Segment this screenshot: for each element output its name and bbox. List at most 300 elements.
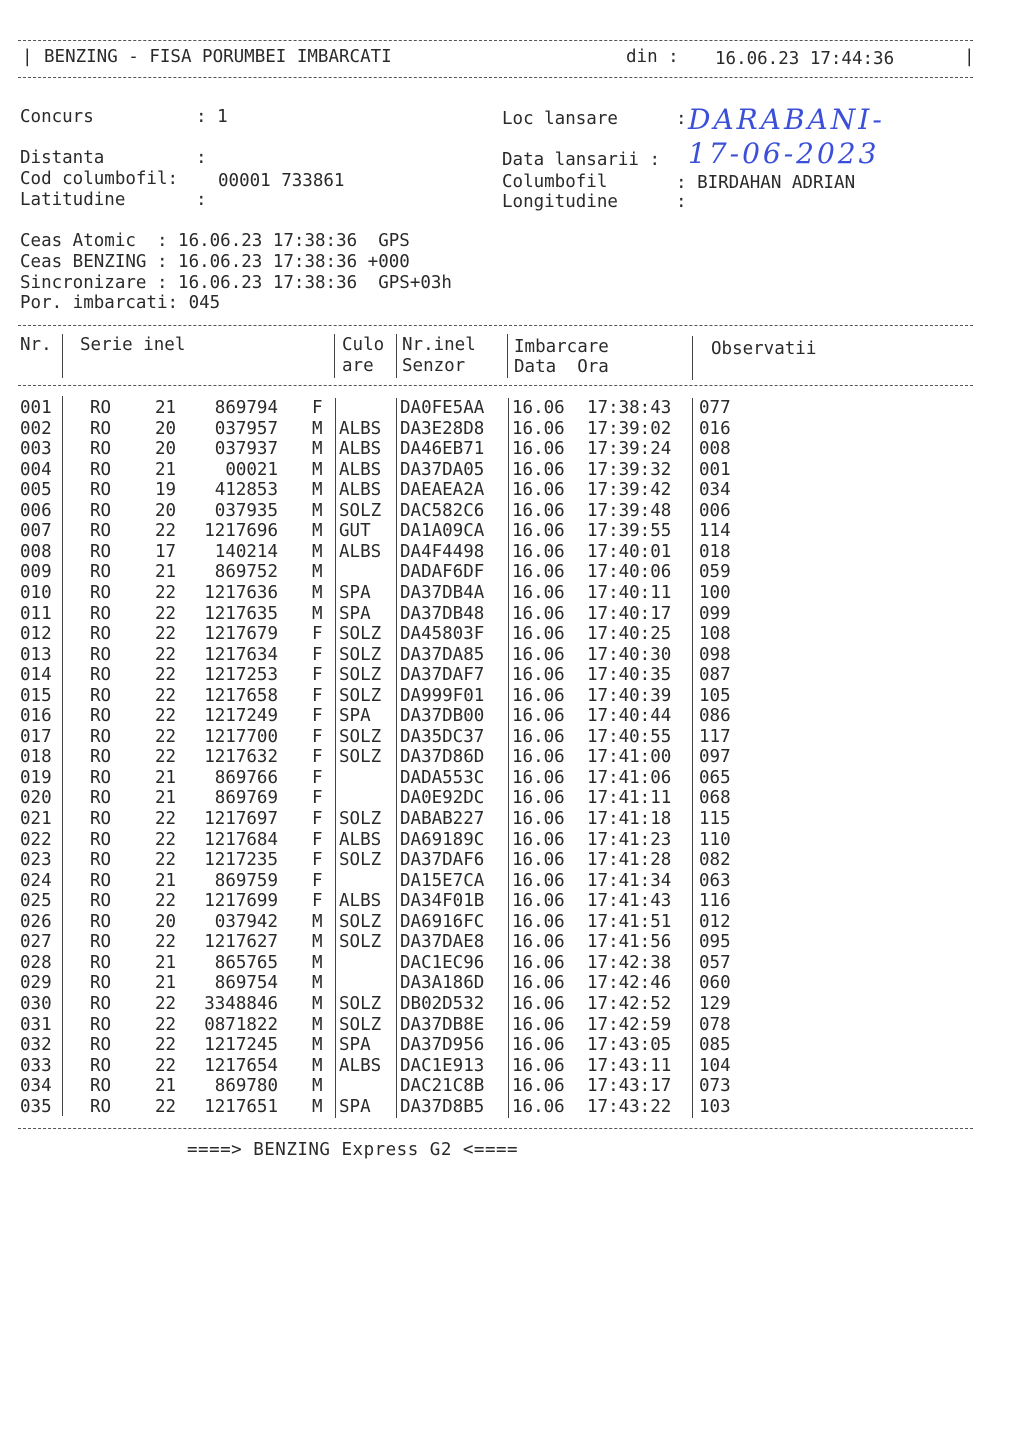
observation: 116 — [699, 891, 731, 912]
embark-date: 16.06 — [512, 439, 565, 460]
embark-time: 17:40:11 — [587, 582, 672, 603]
ring-year: 22 — [155, 624, 177, 645]
color-code: SOLZ — [339, 747, 382, 768]
country-code: RO — [90, 459, 112, 480]
sensor-id: DA37DB8E — [400, 1014, 485, 1035]
loc-label: Loc lansare — [502, 109, 618, 129]
row-number: 026 — [20, 911, 52, 932]
sensor-id: DA37D86D — [400, 747, 485, 768]
embark-date: 16.06 — [512, 665, 565, 686]
country-code: RO — [90, 850, 112, 871]
color-code: ALBS — [339, 541, 382, 562]
embark-date: 16.06 — [512, 624, 565, 645]
sex: M — [312, 1035, 323, 1056]
sensor-id: DA37DAF7 — [400, 665, 485, 686]
sex: F — [312, 726, 323, 747]
country-code: RO — [90, 932, 112, 953]
sex: F — [312, 685, 323, 706]
sex: M — [312, 439, 323, 460]
sensor-id: DADA553C — [400, 767, 485, 788]
observation: 073 — [699, 1076, 731, 1097]
row-number: 017 — [20, 726, 52, 747]
color-code: SOLZ — [339, 850, 382, 871]
ring-number: 869754 — [214, 973, 278, 994]
color-code: SOLZ — [339, 726, 382, 747]
ring-number: 1217697 — [204, 809, 278, 829]
table-row — [0, 727, 1000, 748]
row-number: 020 — [20, 788, 52, 809]
ring-number: 1217635 — [204, 603, 278, 624]
color-code: SOLZ — [339, 993, 382, 1014]
row-number: 008 — [20, 541, 52, 562]
embark-date: 16.06 — [512, 562, 565, 583]
table-row — [0, 439, 1000, 460]
col-imbarcare-1: Imbarcare — [514, 337, 609, 357]
concurs-value: : 1 — [196, 107, 228, 127]
sex: F — [312, 767, 323, 788]
country-code: RO — [90, 1096, 112, 1117]
ring-year: 22 — [155, 644, 177, 665]
sex: M — [312, 1096, 323, 1117]
observation: 103 — [699, 1096, 731, 1117]
observation: 097 — [699, 747, 731, 768]
country-code: RO — [90, 665, 112, 686]
row-number: 004 — [20, 459, 52, 480]
header-separator — [334, 334, 335, 378]
color-code: SPA — [339, 706, 371, 727]
sensor-id: DA1A09CA — [400, 521, 485, 542]
observation: 034 — [699, 480, 731, 501]
row-number: 006 — [20, 500, 52, 521]
observation: 110 — [699, 829, 731, 850]
embark-date: 16.06 — [512, 809, 565, 829]
embark-time: 17:40:01 — [587, 541, 672, 562]
din-label: din : — [626, 47, 679, 67]
table-row — [0, 891, 1000, 912]
ring-year: 20 — [155, 911, 177, 932]
ring-year: 21 — [155, 1076, 177, 1097]
ceas-atomic: Ceas Atomic : 16.06.23 17:38:36 GPS — [20, 231, 410, 251]
ring-number: 1217679 — [204, 624, 278, 645]
sensor-id: DAC582C6 — [400, 500, 485, 521]
ring-number: 869780 — [214, 1076, 278, 1097]
table-row — [0, 686, 1000, 707]
embark-time: 17:39:24 — [587, 439, 672, 460]
sex: F — [312, 644, 323, 665]
cod-value: 00001 733861 — [218, 171, 345, 191]
col-serie-inel: Serie inel — [80, 335, 186, 355]
distanta-value: : — [196, 148, 207, 168]
sensor-id: DA37DA85 — [400, 644, 485, 665]
sex: F — [312, 398, 323, 418]
ring-number: 037937 — [214, 439, 278, 460]
observation: 115 — [699, 809, 731, 829]
ring-number: 1217245 — [204, 1035, 278, 1056]
color-code: SOLZ — [339, 665, 382, 686]
row-number: 012 — [20, 624, 52, 645]
ring-number: 869769 — [214, 788, 278, 809]
observation: 065 — [699, 767, 731, 788]
table-row — [0, 1015, 1000, 1036]
ring-number: 037935 — [214, 500, 278, 521]
ring-year: 21 — [155, 398, 177, 418]
ring-year: 20 — [155, 500, 177, 521]
embark-date: 16.06 — [512, 1076, 565, 1097]
row-number: 009 — [20, 562, 52, 583]
ring-number: 1217654 — [204, 1055, 278, 1076]
country-code: RO — [90, 1055, 112, 1076]
sex: M — [312, 952, 323, 973]
row-number: 018 — [20, 747, 52, 768]
sensor-id: DA999F01 — [400, 685, 485, 706]
ring-year: 22 — [155, 891, 177, 912]
ring-year: 22 — [155, 850, 177, 871]
ring-year: 22 — [155, 932, 177, 953]
ring-number: 869794 — [214, 398, 278, 418]
observation: 100 — [699, 582, 731, 603]
sex: F — [312, 829, 323, 850]
embark-date: 16.06 — [512, 829, 565, 850]
embark-date: 16.06 — [512, 1096, 565, 1117]
country-code: RO — [90, 685, 112, 706]
ring-year: 20 — [155, 418, 177, 439]
row-number: 015 — [20, 685, 52, 706]
table-row — [0, 542, 1000, 563]
ring-year: 22 — [155, 665, 177, 686]
ring-year: 20 — [155, 439, 177, 460]
color-code: ALBS — [339, 829, 382, 850]
country-code: RO — [90, 891, 112, 912]
embark-time: 17:40:44 — [587, 706, 672, 727]
sensor-id: DA37D956 — [400, 1035, 485, 1056]
embark-time: 17:41:43 — [587, 891, 672, 912]
embark-date: 16.06 — [512, 1055, 565, 1076]
sensor-id: DADAF6DF — [400, 562, 485, 583]
sensor-id: DA37D8B5 — [400, 1096, 485, 1117]
sex: M — [312, 582, 323, 603]
sensor-id: DA34F01B — [400, 891, 485, 912]
ring-year: 22 — [155, 582, 177, 603]
row-number: 014 — [20, 665, 52, 686]
sensor-id: DAC1E913 — [400, 1055, 485, 1076]
country-code: RO — [90, 952, 112, 973]
observation: 086 — [699, 706, 731, 727]
embark-time: 17:41:23 — [587, 829, 672, 850]
ring-number: 1217627 — [204, 932, 278, 953]
ceas-benzing: Ceas BENZING : 16.06.23 17:38:36 +000 — [20, 252, 410, 272]
sex: M — [312, 459, 323, 480]
embark-time: 17:39:02 — [587, 418, 672, 439]
row-number: 002 — [20, 418, 52, 439]
embark-date: 16.06 — [512, 541, 565, 562]
color-code: GUT — [339, 521, 371, 542]
sensor-id: DA37DB00 — [400, 706, 485, 727]
table-header-rule — [18, 385, 973, 386]
row-number: 003 — [20, 439, 52, 460]
observation: 095 — [699, 932, 731, 953]
table-row — [0, 706, 1000, 727]
embark-time: 17:41:18 — [587, 809, 672, 829]
embark-time: 17:41:11 — [587, 788, 672, 809]
table-row — [0, 501, 1000, 522]
row-number: 005 — [20, 480, 52, 501]
country-code: RO — [90, 582, 112, 603]
country-code: RO — [90, 439, 112, 460]
observation: 008 — [699, 439, 731, 460]
cod-label: Cod columbofil: — [20, 169, 179, 189]
table-bottom-rule — [18, 1128, 973, 1129]
embark-time: 17:39:55 — [587, 521, 672, 542]
row-number: 016 — [20, 706, 52, 727]
sensor-id: DA0FE5AA — [400, 398, 485, 418]
observation: 006 — [699, 500, 731, 521]
ring-year: 21 — [155, 459, 177, 480]
sex: M — [312, 1014, 323, 1035]
ring-year: 22 — [155, 1035, 177, 1056]
country-code: RO — [90, 541, 112, 562]
ring-year: 22 — [155, 1014, 177, 1035]
embark-date: 16.06 — [512, 1035, 565, 1056]
table-row — [0, 604, 1000, 625]
sex: M — [312, 418, 323, 439]
table-top-rule — [18, 325, 973, 326]
embark-time: 17:42:59 — [587, 1014, 672, 1035]
ring-number: 1217632 — [204, 747, 278, 768]
embark-time: 17:38:43 — [587, 398, 672, 418]
table-row — [0, 932, 1000, 953]
longitudine-label: Longitudine — [502, 192, 618, 212]
embark-date: 16.06 — [512, 418, 565, 439]
color-code: SOLZ — [339, 500, 382, 521]
sensor-id: DA3E28D8 — [400, 418, 485, 439]
country-code: RO — [90, 973, 112, 994]
concurs-label: Concurs — [20, 107, 94, 127]
ring-number: 140214 — [214, 541, 278, 562]
sensor-id: DA37DB48 — [400, 603, 485, 624]
row-number: 021 — [20, 809, 52, 829]
country-code: RO — [90, 398, 112, 418]
ring-number: 3348846 — [204, 993, 278, 1014]
country-code: RO — [90, 418, 112, 439]
document-title: BENZING - FISA PORUMBEI IMBARCATI — [44, 47, 392, 67]
sex: F — [312, 624, 323, 645]
ring-year: 21 — [155, 562, 177, 583]
row-number: 013 — [20, 644, 52, 665]
sensor-id: DA45803F — [400, 624, 485, 645]
table-row — [0, 460, 1000, 481]
embark-time: 17:43:17 — [587, 1076, 672, 1097]
sex: M — [312, 1055, 323, 1076]
embark-date: 16.06 — [512, 932, 565, 953]
embark-date: 16.06 — [512, 870, 565, 891]
ring-year: 22 — [155, 685, 177, 706]
row-number: 035 — [20, 1096, 52, 1117]
sensor-id: DA3A186D — [400, 973, 485, 994]
columbofil-label: Columbofil — [502, 172, 608, 192]
embark-date: 16.06 — [512, 603, 565, 624]
sensor-id: DA37DAF6 — [400, 850, 485, 871]
table-row — [0, 809, 1000, 830]
table-row — [0, 645, 1000, 666]
row-number: 001 — [20, 398, 52, 418]
table-row — [0, 953, 1000, 974]
row-number: 011 — [20, 603, 52, 624]
embark-time: 17:40:06 — [587, 562, 672, 583]
country-code: RO — [90, 1076, 112, 1097]
observation: 063 — [699, 870, 731, 891]
table-row — [0, 665, 1000, 686]
country-code: RO — [90, 809, 112, 829]
sex: M — [312, 993, 323, 1014]
color-code: ALBS — [339, 459, 382, 480]
country-code: RO — [90, 480, 112, 501]
color-code: SOLZ — [339, 911, 382, 932]
sex: M — [312, 932, 323, 953]
country-code: RO — [90, 1014, 112, 1035]
ring-number: 1217684 — [204, 829, 278, 850]
col-imbarcare-2: Data Ora — [514, 357, 609, 377]
observation: 077 — [699, 398, 731, 418]
row-number: 024 — [20, 870, 52, 891]
handwritten-date: 17-06-2023 — [688, 137, 880, 170]
color-code: SPA — [339, 1096, 371, 1117]
table-row — [0, 747, 1000, 768]
country-code: RO — [90, 706, 112, 727]
ring-number: 1217249 — [204, 706, 278, 727]
embark-time: 17:42:46 — [587, 973, 672, 994]
header-top-rule — [18, 40, 973, 41]
ring-number: 1217696 — [204, 521, 278, 542]
sex: M — [312, 603, 323, 624]
embark-date: 16.06 — [512, 747, 565, 768]
embark-time: 17:43:11 — [587, 1055, 672, 1076]
footer-banner: ====> BENZING Express G2 <==== — [187, 1140, 519, 1160]
sex: F — [312, 665, 323, 686]
row-number: 025 — [20, 891, 52, 912]
embark-date: 16.06 — [512, 911, 565, 932]
sensor-id: DA15E7CA — [400, 870, 485, 891]
ring-number: 00021 — [225, 459, 278, 480]
sensor-id: DA4F4498 — [400, 541, 485, 562]
columbofil-value: : BIRDAHAN ADRIAN — [676, 173, 856, 193]
country-code: RO — [90, 829, 112, 850]
sex: M — [312, 911, 323, 932]
header-separator — [62, 334, 63, 378]
table-row — [0, 1076, 1000, 1097]
embark-date: 16.06 — [512, 850, 565, 871]
observation: 059 — [699, 562, 731, 583]
embark-date: 16.06 — [512, 644, 565, 665]
country-code: RO — [90, 993, 112, 1014]
longitudine-value: : — [676, 192, 687, 212]
ring-number: 869759 — [214, 870, 278, 891]
country-code: RO — [90, 726, 112, 747]
embark-time: 17:41:00 — [587, 747, 672, 768]
embark-time: 17:41:06 — [587, 767, 672, 788]
row-number: 033 — [20, 1055, 52, 1076]
observation: 068 — [699, 788, 731, 809]
country-code: RO — [90, 562, 112, 583]
sex: F — [312, 788, 323, 809]
table-row — [0, 788, 1000, 809]
ring-number: 1217636 — [204, 582, 278, 603]
sex: M — [312, 1076, 323, 1097]
sensor-id: DA37DAE8 — [400, 932, 485, 953]
sensor-id: DB02D532 — [400, 993, 485, 1014]
embark-time: 17:41:56 — [587, 932, 672, 953]
color-code: SOLZ — [339, 932, 382, 953]
table-row — [0, 398, 1000, 419]
table-row — [0, 912, 1000, 933]
observation: 099 — [699, 603, 731, 624]
row-number: 019 — [20, 767, 52, 788]
table-row — [0, 768, 1000, 789]
country-code: RO — [90, 911, 112, 932]
ring-number: 1217235 — [204, 850, 278, 871]
ring-number: 412853 — [214, 480, 278, 501]
table-row — [0, 830, 1000, 851]
ring-number: 0871822 — [204, 1014, 278, 1035]
country-code: RO — [90, 747, 112, 768]
ring-year: 22 — [155, 726, 177, 747]
ring-year: 21 — [155, 952, 177, 973]
observation: 114 — [699, 521, 731, 542]
color-code: ALBS — [339, 439, 382, 460]
ring-number: 865765 — [214, 952, 278, 973]
row-number: 022 — [20, 829, 52, 850]
embark-time: 17:42:38 — [587, 952, 672, 973]
embark-time: 17:40:55 — [587, 726, 672, 747]
color-code: ALBS — [339, 891, 382, 912]
table-row — [0, 624, 1000, 645]
embark-time: 17:39:32 — [587, 459, 672, 480]
row-number: 030 — [20, 993, 52, 1014]
header-right-bar: | — [964, 47, 975, 67]
sex: M — [312, 480, 323, 501]
color-code: SOLZ — [339, 809, 382, 829]
embark-date: 16.06 — [512, 1014, 565, 1035]
country-code: RO — [90, 644, 112, 665]
observation: 104 — [699, 1055, 731, 1076]
embark-date: 16.06 — [512, 480, 565, 501]
porumbei-imbarcati: Por. imbarcati: 045 — [20, 293, 221, 313]
header-separator — [396, 334, 397, 378]
table-row — [0, 521, 1000, 542]
color-code: ALBS — [339, 480, 382, 501]
embark-date: 16.06 — [512, 973, 565, 994]
color-code: ALBS — [339, 418, 382, 439]
color-code: SOLZ — [339, 685, 382, 706]
country-code: RO — [90, 788, 112, 809]
sex: F — [312, 891, 323, 912]
country-code: RO — [90, 521, 112, 542]
sensor-id: DAC1EC96 — [400, 952, 485, 973]
embark-date: 16.06 — [512, 398, 565, 418]
observation: 057 — [699, 952, 731, 973]
embark-date: 16.06 — [512, 993, 565, 1014]
latitudine-value: : — [196, 190, 207, 210]
sex: M — [312, 521, 323, 542]
ring-number: 1217699 — [204, 891, 278, 912]
col-culoare-1: Culo — [342, 335, 385, 355]
sex: M — [312, 500, 323, 521]
observation: 105 — [699, 685, 731, 706]
embark-time: 17:40:39 — [587, 685, 672, 706]
embark-time: 17:41:28 — [587, 850, 672, 871]
table-row — [0, 1056, 1000, 1077]
embark-date: 16.06 — [512, 459, 565, 480]
ring-year: 21 — [155, 788, 177, 809]
